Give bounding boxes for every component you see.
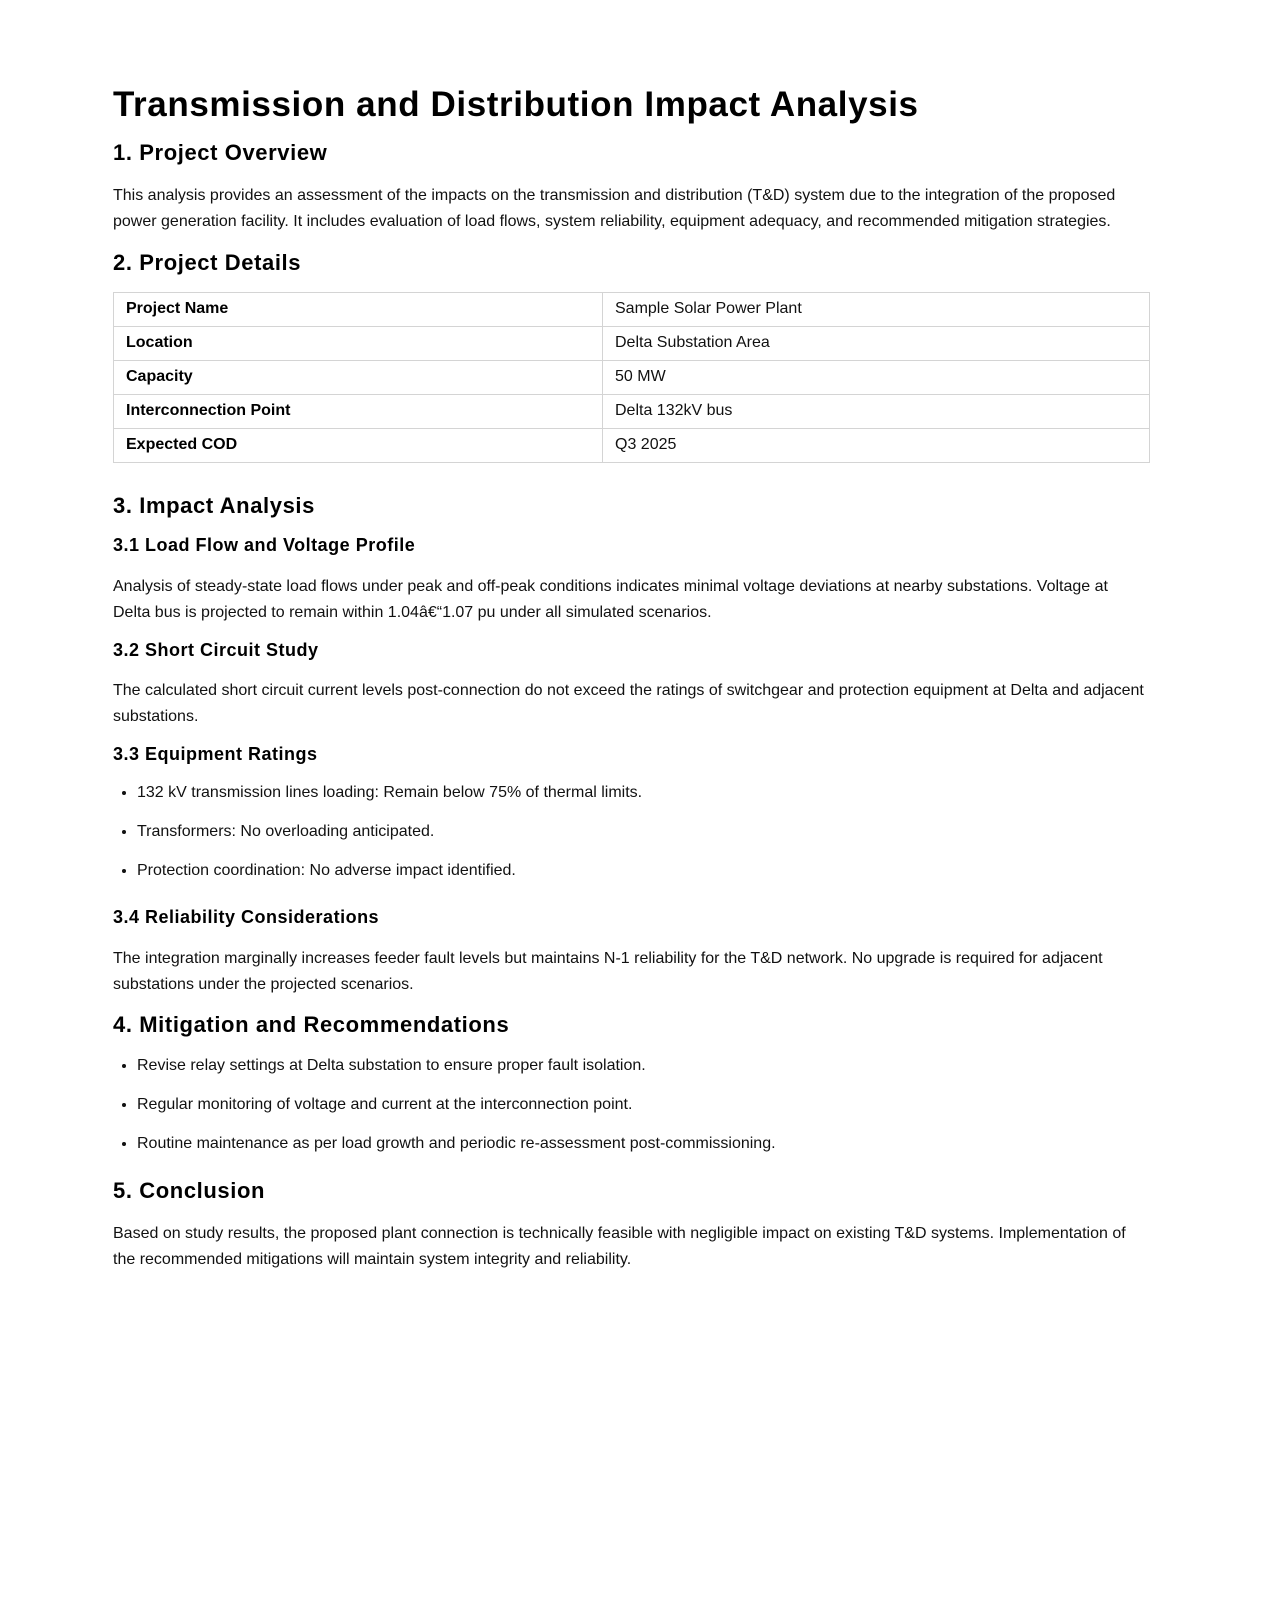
subsection-short-circuit bbox=[113, 640, 1149, 731]
reliability-paragraph: The integration marginally increases feeder fault levels but maintains N-1 reliability for the T&D network. No upgrade is required for adjacent substations under the projected scenarios. bbox=[113, 949, 1103, 993]
subsection-heading: 3.3 Equipment Ratings bbox=[113, 744, 318, 765]
detail-label: Expected COD bbox=[114, 428, 603, 462]
subsection-heading: 3.2 Short Circuit Study bbox=[113, 639, 319, 660]
section-mitigation bbox=[113, 1012, 1149, 1154]
conclusion-paragraph: Based on study results, the proposed plant connection is technically feasible with negligible impact on existing T&D systems. Implementation of the recommended mitigations will maintain system integrity and reliability. bbox=[113, 1225, 1126, 1269]
list-item: • Protection coordination: No adverse impact identified. bbox=[137, 861, 1149, 881]
equipment-ratings-list bbox=[113, 783, 1149, 881]
detail-value: Delta Substation Area bbox=[603, 326, 1150, 360]
subsection-heading: 3.4 Reliability Considerations bbox=[113, 906, 380, 927]
section-impact-analysis bbox=[113, 493, 1149, 998]
table-row bbox=[114, 428, 1150, 462]
detail-value: Q3 2025 bbox=[603, 428, 1150, 462]
list-item: • Revise relay settings at Delta substation to ensure proper fault isolation. bbox=[137, 1056, 1149, 1076]
list-item: • Regular monitoring of voltage and current at the interconnection point. bbox=[137, 1095, 1149, 1115]
table-row bbox=[114, 326, 1150, 360]
list-item: • Transformers: No overloading anticipated. bbox=[137, 822, 1149, 842]
detail-label: Interconnection Point bbox=[114, 394, 603, 428]
section-heading: 2. Project Details bbox=[113, 250, 302, 276]
subsection-reliability bbox=[113, 907, 1149, 998]
section-conclusion bbox=[113, 1178, 1149, 1273]
section-project-overview bbox=[113, 140, 1149, 235]
detail-label: Location bbox=[114, 326, 603, 360]
project-details-table bbox=[113, 292, 1150, 463]
load-flow-paragraph: Analysis of steady-state load flows under peak and off-peak conditions indicates minimal voltage deviations at nearby substations. Voltage at Delta bus is projected to remain within 1.04â€“1.07 pu under all simulated scenarios. bbox=[113, 577, 1108, 621]
subsection-equipment-ratings bbox=[113, 744, 1149, 881]
detail-value: 50 MW bbox=[603, 360, 1150, 394]
detail-value: Delta 132kV bus bbox=[603, 394, 1150, 428]
table-row bbox=[114, 360, 1150, 394]
section-heading: 3. Impact Analysis bbox=[113, 492, 315, 518]
document bbox=[113, 84, 1149, 1273]
subsection-load-flow bbox=[113, 535, 1149, 626]
table-row bbox=[114, 292, 1150, 326]
detail-label: Capacity bbox=[114, 360, 603, 394]
subsection-heading: 3.1 Load Flow and Voltage Profile bbox=[113, 535, 416, 556]
table-row bbox=[114, 394, 1150, 428]
overview-paragraph: This analysis provides an assessment of the impacts on the transmission and distribution (T&D) system due to the integration of the proposed power generation facility. It includes evaluation of load flows, system reliability, equipment adequacy, and recommended mitigation strategies. bbox=[113, 187, 1116, 231]
detail-value: Sample Solar Power Plant bbox=[603, 292, 1150, 326]
short-circuit-paragraph: The calculated short circuit current levels post-connection do not exceed the ratings of switchgear and protection equipment at Delta and adjacent substations. bbox=[113, 682, 1144, 726]
page-title: Transmission and Distribution Impact Analysis bbox=[113, 85, 919, 124]
section-heading: 5. Conclusion bbox=[113, 1177, 266, 1203]
detail-label: Project Name bbox=[114, 292, 603, 326]
list-item: • Routine maintenance as per load growth and periodic re-assessment post-commissioning. bbox=[137, 1134, 1149, 1154]
mitigation-list bbox=[113, 1056, 1149, 1154]
section-heading: 1. Project Overview bbox=[113, 140, 328, 165]
section-project-details bbox=[113, 250, 1149, 462]
list-item: • 132 kV transmission lines loading: Remain below 75% of thermal limits. bbox=[137, 783, 1149, 803]
section-heading: 4. Mitigation and Recommendations bbox=[113, 1011, 510, 1037]
